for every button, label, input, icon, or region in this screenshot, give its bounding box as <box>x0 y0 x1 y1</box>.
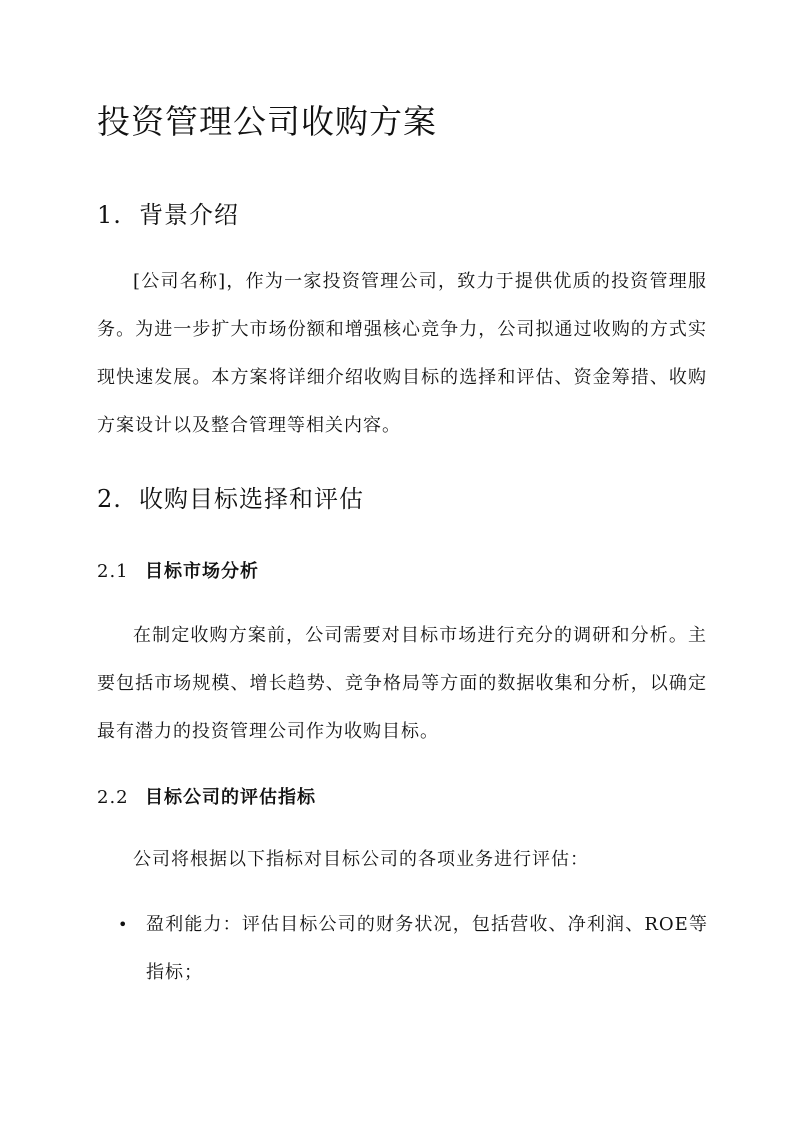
subsection-title-2-2: 目标公司的评估指标 <box>145 787 316 808</box>
subsection-2-2-paragraph: 公司将根据以下指标对目标公司的各项业务进行评估： <box>133 849 589 870</box>
bullet-dot-icon: • <box>118 915 129 934</box>
subsection-heading-2-2 <box>97 783 316 809</box>
section-heading-1 <box>97 195 239 230</box>
bullet-item-text: 盈利能力：评估目标公司的财务状况，包括营收、净利润、ROE等指标； <box>146 914 708 983</box>
document-title: 投资管理公司收购方案 <box>97 102 437 141</box>
subsection-heading-2-1 <box>97 557 259 583</box>
section-number-1: 1. <box>97 201 122 229</box>
subsection-title-2-1: 目标市场分析 <box>145 561 259 582</box>
subsection-2-1-paragraph: 在制定收购方案前，公司需要对目标市场进行充分的调研和分析。主要包括市场规模、增长趋势、竞争格局等方面的数据收集和分析，以确定最有潜力的投资管理公司作为收购目标。 <box>97 625 707 742</box>
section-1-paragraph: [公司名称]，作为一家投资管理公司，致力于提供优质的投资管理服务。为进一步扩大市场份额和增强核心竞争力，公司拟通过收购的方式实现快速发展。本方案将详细介绍收购目标的选择和评估、资金筹措、收购方案设计以及整合管理等相关内容。 <box>97 271 707 436</box>
subsection-number-2-2: 2.2 <box>97 787 129 808</box>
section-title-1: 背景介绍 <box>139 201 239 229</box>
subsection-number-2-1: 2.1 <box>97 561 129 582</box>
section-title-2: 收购目标选择和评估 <box>139 485 364 513</box>
bullet-item <box>118 901 708 997</box>
section-heading-2 <box>97 479 364 514</box>
section-number-2: 2. <box>97 485 122 513</box>
